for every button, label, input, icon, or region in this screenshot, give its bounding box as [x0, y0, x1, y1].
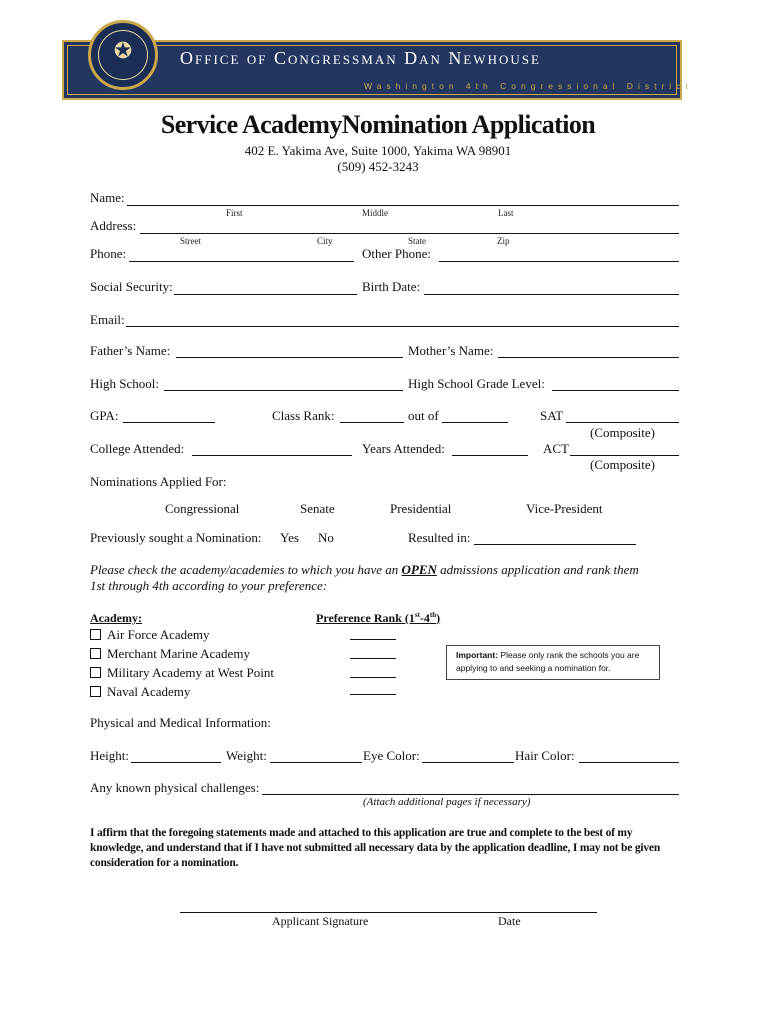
high-school-field[interactable] [164, 390, 403, 391]
mother-name-label: Mother’s Name: [408, 343, 494, 358]
years-attended-label: Years Attended: [362, 441, 445, 456]
other-phone-field[interactable] [439, 261, 679, 262]
height-field[interactable] [131, 762, 221, 763]
hair-color-field[interactable] [579, 762, 679, 763]
class-rank-label: Class Rank: [272, 408, 335, 423]
rank-field-west-point[interactable] [350, 677, 396, 678]
open-emphasis: OPEN [401, 562, 437, 577]
address-field[interactable] [140, 233, 679, 234]
physical-challenges-label: Any known physical challenges: [90, 780, 260, 795]
phone-label: Phone: [90, 246, 127, 261]
father-name-field[interactable] [176, 357, 403, 358]
years-attended-field[interactable] [452, 455, 528, 456]
date-label: Date [498, 914, 521, 928]
zip-sublabel: Zip [497, 236, 510, 246]
ssn-field[interactable] [174, 294, 357, 295]
name-label: Name: [90, 190, 125, 205]
ssn-label: Social Security: [90, 279, 173, 294]
affirmation-statement: I affirm that the foregoing statements made and attached to this application are true and complete to the best of my knowledge, and understand that if I have not submitted all necessary data by the application deadline, I may not be given consideration for a nomination. [90, 827, 661, 869]
nomination-option-senate[interactable]: Senate [300, 501, 335, 516]
academy-item-merchant-marine[interactable]: Merchant Marine Academy [90, 646, 250, 662]
class-rank-field[interactable] [340, 422, 404, 423]
eagle-icon: ✪ [113, 38, 133, 63]
important-note: Important: Please only rank the schools you are applying to and seeking a nomination for. [456, 650, 640, 673]
applicant-signature-label: Applicant Signature [272, 914, 369, 928]
rank-field-naval[interactable] [350, 694, 396, 695]
sat-field[interactable] [566, 422, 679, 423]
academy-instruction-line2: 1st through 4th according to your preference: [90, 578, 328, 593]
other-phone-label: Other Phone: [362, 246, 431, 261]
gpa-label: GPA: [90, 408, 119, 423]
father-name-label: Father’s Name: [90, 343, 171, 358]
checkbox-icon[interactable] [90, 686, 101, 697]
office-title: Office of Congressman Dan Newhouse [180, 48, 541, 68]
checkbox-icon[interactable] [90, 629, 101, 640]
hair-color-label: Hair Color: [515, 748, 575, 763]
eye-color-field[interactable] [422, 762, 514, 763]
physical-challenges-field[interactable] [262, 794, 679, 795]
previous-nomination-yes[interactable]: Yes [280, 530, 299, 545]
eye-color-label: Eye Color: [363, 748, 420, 763]
rank-field-merchant-marine[interactable] [350, 658, 396, 659]
grade-level-label: High School Grade Level: [408, 376, 545, 391]
college-label: College Attended: [90, 441, 185, 456]
previous-nomination-no[interactable]: No [318, 530, 334, 545]
height-label: Height: [90, 748, 129, 763]
weight-field[interactable] [270, 762, 362, 763]
academy-item-air-force[interactable]: Air Force Academy [90, 627, 210, 643]
physical-heading: Physical and Medical Information: [90, 715, 271, 730]
signature-line[interactable] [180, 912, 597, 913]
resulted-in-field[interactable] [474, 544, 636, 545]
act-composite-note: (Composite) [590, 457, 655, 472]
sat-label: SAT [540, 408, 564, 423]
birth-date-label: Birth Date: [362, 279, 421, 294]
mother-name-field[interactable] [498, 357, 679, 358]
class-size-field[interactable] [442, 422, 508, 423]
resulted-in-label: Resulted in: [408, 530, 471, 545]
act-field[interactable] [570, 455, 679, 456]
nomination-option-vice-president[interactable]: Vice-President [526, 501, 603, 516]
nomination-option-congressional[interactable]: Congressional [165, 501, 240, 516]
act-label: ACT [543, 441, 569, 456]
academy-column-header: Academy: [90, 611, 142, 625]
state-sublabel: State [408, 236, 426, 246]
house-seal-logo [88, 20, 158, 90]
checkbox-icon[interactable] [90, 667, 101, 678]
email-field[interactable] [126, 326, 679, 327]
high-school-label: High School: [90, 376, 159, 391]
out-of-label: out of [408, 408, 439, 423]
birth-date-field[interactable] [424, 294, 679, 295]
preference-rank-header: Preference Rank (1st-4th) [316, 611, 441, 625]
first-sublabel: First [226, 208, 243, 218]
form-title: Service AcademyNomination Application [160, 110, 596, 139]
nominations-label: Nominations Applied For: [90, 474, 227, 489]
nomination-option-presidential[interactable]: Presidential [390, 501, 452, 516]
grade-level-field[interactable] [552, 390, 679, 391]
office-phone: (509) 452-3243 [337, 159, 419, 174]
academy-item-west-point[interactable]: Military Academy at West Point [90, 665, 274, 681]
city-sublabel: City [317, 236, 333, 246]
checkbox-icon[interactable] [90, 648, 101, 659]
previous-nomination-label: Previously sought a Nomination: [90, 530, 262, 545]
rank-field-air-force[interactable] [350, 639, 396, 640]
sat-composite-note: (Composite) [590, 425, 655, 440]
academy-instruction: Please check the academy/academies to which you have an OPEN admissions application and rank them [90, 562, 639, 577]
weight-label: Weight: [226, 748, 267, 763]
academy-item-naval[interactable]: Naval Academy [90, 684, 190, 700]
phone-field[interactable] [129, 261, 354, 262]
street-sublabel: Street [180, 236, 201, 246]
office-address: 402 E. Yakima Ave, Suite 1000, Yakima WA 98901 [244, 143, 512, 158]
name-field[interactable] [127, 205, 679, 206]
address-label: Address: [90, 218, 137, 233]
email-label: Email: [90, 312, 125, 327]
last-sublabel: Last [498, 208, 514, 218]
middle-sublabel: Middle [362, 208, 388, 218]
college-field[interactable] [192, 455, 352, 456]
attach-pages-note: (Attach additional pages if necessary) [363, 796, 531, 808]
gpa-field[interactable] [123, 422, 215, 423]
district-subtitle: Washington 4th Congressional District [364, 81, 693, 91]
